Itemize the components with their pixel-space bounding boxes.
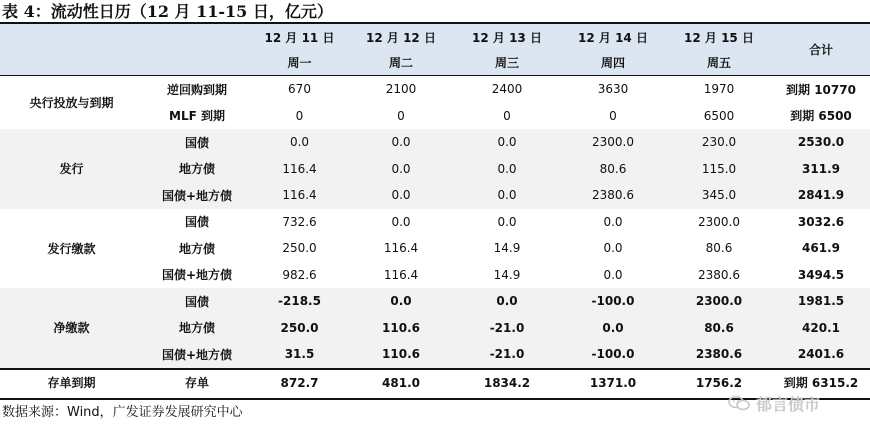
group-label: 发行 bbox=[0, 129, 143, 209]
header-weekday: 周三 bbox=[454, 50, 560, 76]
cell-value: 6500 bbox=[703, 108, 735, 123]
row-sub-label: 国债 bbox=[184, 215, 209, 230]
source-note: 数据来源：Wind，广发证券发展研究中心 bbox=[2, 405, 243, 420]
cell-value: -21.0 bbox=[454, 341, 560, 369]
cell-value: 2400 bbox=[491, 82, 523, 97]
header-corner bbox=[0, 50, 143, 76]
header-date: 12 月 14 日 bbox=[560, 24, 666, 50]
header-weekday: 周二 bbox=[348, 50, 454, 76]
cell-value: 0.0 bbox=[454, 288, 560, 315]
row-sub-label: 地方债 bbox=[143, 156, 251, 183]
cell-value: 481.0 bbox=[348, 369, 454, 397]
cell-value: 2300.0 bbox=[560, 129, 666, 156]
cell-total: 3494.5 bbox=[797, 267, 845, 282]
cell-value: 2380.6 bbox=[698, 267, 740, 282]
cell-total: 到期 6500 bbox=[790, 109, 852, 124]
row-sub-label: 地方债 bbox=[178, 241, 215, 256]
cell-value: 116.4 bbox=[251, 182, 348, 209]
row-sub-label: 国债+地方债 bbox=[143, 182, 251, 209]
cell-total: 461.9 bbox=[802, 241, 840, 256]
cell-value: 872.7 bbox=[251, 369, 348, 397]
table-row bbox=[0, 209, 870, 236]
cell-value: 0.0 bbox=[348, 156, 454, 183]
cell-value: 80.6 bbox=[666, 315, 772, 342]
cell-value: 2100 bbox=[385, 82, 417, 97]
cell-value: 1834.2 bbox=[454, 369, 560, 397]
cell-value: 0.0 bbox=[251, 129, 348, 156]
row-sub-label: 国债 bbox=[143, 129, 251, 156]
cell-value: 14.9 bbox=[493, 241, 521, 256]
cell-value: 0.0 bbox=[454, 182, 560, 209]
group-label: 央行投放与到期 bbox=[29, 96, 114, 110]
cell-value: 345.0 bbox=[666, 182, 772, 209]
header-weekday: 周一 bbox=[251, 50, 348, 76]
table-row bbox=[0, 76, 870, 103]
row-sub-label: 地方债 bbox=[143, 315, 251, 342]
cell-value: 115.0 bbox=[666, 156, 772, 183]
row-sub-label: 存单 bbox=[143, 369, 251, 397]
cell-value: 2380.6 bbox=[560, 182, 666, 209]
header-row-weekdays bbox=[0, 50, 870, 76]
cell-value: 110.6 bbox=[348, 315, 454, 342]
cell-value: 116.4 bbox=[383, 267, 419, 282]
header-date: 12 月 15 日 bbox=[666, 24, 772, 50]
cell-value: 80.6 bbox=[705, 241, 733, 256]
cell-value: 0.0 bbox=[603, 241, 623, 256]
wechat-icon bbox=[728, 395, 750, 411]
cell-value: 2380.6 bbox=[666, 341, 772, 369]
cell-value: 0 bbox=[503, 108, 511, 123]
header-date: 12 月 12 日 bbox=[348, 24, 454, 50]
cell-value: 982.6 bbox=[282, 267, 317, 282]
cell-value: 0.0 bbox=[391, 214, 411, 229]
row-sub-label: 逆回购到期 bbox=[166, 82, 227, 97]
group-label: 存单到期 bbox=[0, 369, 143, 397]
row-sub-label: MLF 到期 bbox=[169, 109, 225, 124]
cell-value: 670 bbox=[288, 82, 311, 97]
table-row bbox=[0, 288, 870, 315]
cell-value: 116.4 bbox=[383, 241, 419, 256]
group-label: 发行缴款 bbox=[47, 241, 96, 256]
cell-value: 0 bbox=[609, 108, 617, 123]
header-date: 12 月 13 日 bbox=[454, 24, 560, 50]
cell-total: 2401.6 bbox=[772, 341, 870, 369]
cell-value: 230.0 bbox=[666, 129, 772, 156]
header-corner bbox=[0, 24, 143, 50]
cell-total: 3032.6 bbox=[797, 214, 845, 229]
liquidity-calendar-table bbox=[0, 24, 870, 396]
cell-value: 250.0 bbox=[282, 241, 317, 256]
cell-value: 1970 bbox=[703, 82, 735, 97]
cell-value: 0.0 bbox=[348, 182, 454, 209]
cell-value: 2300.0 bbox=[666, 288, 772, 315]
cell-value: 0.0 bbox=[454, 156, 560, 183]
cell-value: 80.6 bbox=[560, 156, 666, 183]
cell-value: 0.0 bbox=[560, 315, 666, 342]
header-total: 合计 bbox=[772, 24, 870, 76]
cell-value: 732.6 bbox=[282, 214, 317, 229]
group-label: 净缴款 bbox=[0, 288, 143, 369]
cell-value: 14.9 bbox=[493, 267, 521, 282]
cell-total: 311.9 bbox=[772, 156, 870, 183]
row-sub-label: 国债+地方债 bbox=[143, 341, 251, 369]
cell-value: 2300.0 bbox=[698, 214, 740, 229]
cell-value: 0.0 bbox=[454, 129, 560, 156]
cell-value: 250.0 bbox=[251, 315, 348, 342]
cell-value: 110.6 bbox=[348, 341, 454, 369]
cell-value: 0.0 bbox=[348, 288, 454, 315]
table-title: 表 4：流动性日历（12 月 11-15 日，亿元） bbox=[2, 2, 333, 21]
header-row-dates bbox=[0, 24, 870, 50]
cell-value: 0 bbox=[295, 108, 304, 123]
cell-value: 0.0 bbox=[603, 214, 623, 229]
cell-value: 0.0 bbox=[603, 267, 623, 282]
cell-total: 420.1 bbox=[772, 315, 870, 342]
cell-value: 116.4 bbox=[251, 156, 348, 183]
cell-value: 1756.2 bbox=[666, 369, 772, 397]
row-sub-label: 国债 bbox=[143, 288, 251, 315]
cell-value: -100.0 bbox=[560, 341, 666, 369]
table-row bbox=[0, 129, 870, 156]
cell-value: 3630 bbox=[597, 82, 629, 97]
cell-value: 0 bbox=[397, 108, 405, 123]
header-weekday: 周五 bbox=[666, 50, 772, 76]
cell-value: 0.0 bbox=[497, 214, 517, 229]
cell-value: 0.0 bbox=[348, 129, 454, 156]
cell-value: 31.5 bbox=[251, 341, 348, 369]
cell-value: -218.5 bbox=[251, 288, 348, 315]
cell-total: 1981.5 bbox=[772, 288, 870, 315]
row-sub-label: 国债+地方债 bbox=[161, 268, 233, 283]
header-corner-2 bbox=[143, 24, 251, 50]
cell-value: 1371.0 bbox=[560, 369, 666, 397]
header-weekday: 周四 bbox=[560, 50, 666, 76]
cell-total: 2530.0 bbox=[772, 129, 870, 156]
watermark bbox=[728, 390, 864, 416]
cell-total: 到期 6315.2 bbox=[772, 369, 870, 397]
cell-total: 2841.9 bbox=[772, 182, 870, 209]
watermark-text: 郁言债市 bbox=[756, 394, 821, 414]
cell-total: 到期 10770 bbox=[786, 82, 856, 97]
header-date: 12 月 11 日 bbox=[251, 24, 348, 50]
header-corner-2 bbox=[143, 50, 251, 76]
cell-value: -21.0 bbox=[454, 315, 560, 342]
cell-value: -100.0 bbox=[560, 288, 666, 315]
